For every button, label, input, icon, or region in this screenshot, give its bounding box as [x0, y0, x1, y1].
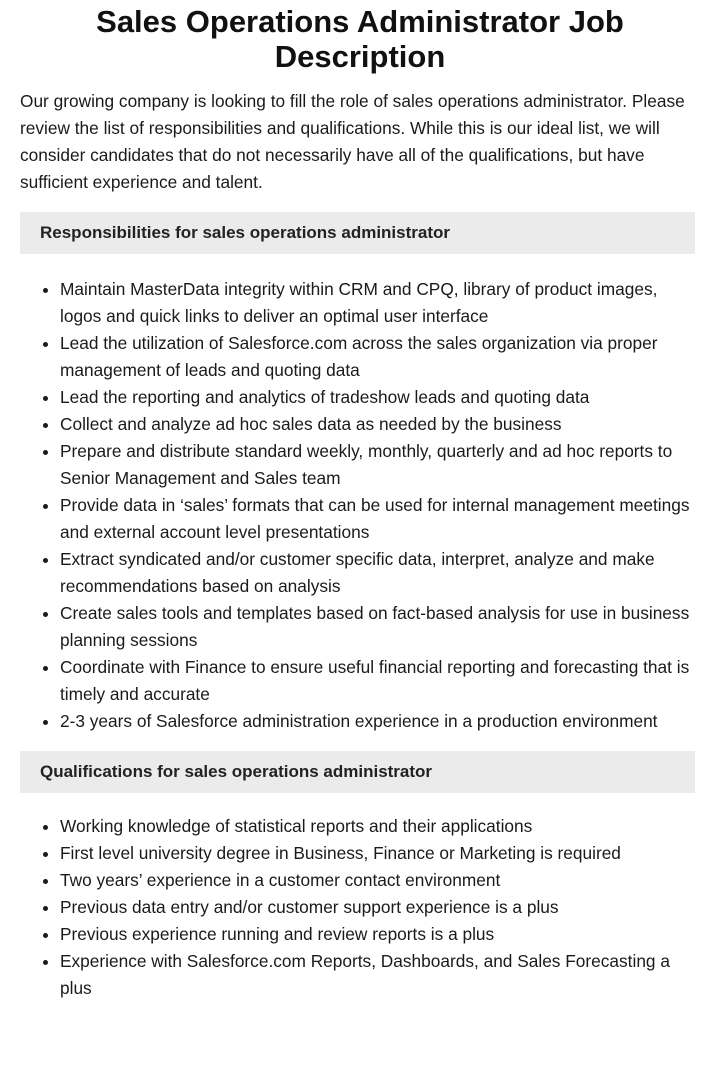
list-item: • Coordinate with Finance to ensure useful financial reporting and forecasting that is timely and accurate [60, 654, 700, 708]
qualifications-list [0, 813, 700, 1002]
list-item: • Provide data in ‘sales’ formats that can be used for internal management meetings and external account level presentations [60, 492, 700, 546]
list-item: • Lead the utilization of Salesforce.com across the sales organization via proper management of leads and quoting data [60, 330, 700, 384]
list-item: • Prepare and distribute standard weekly, monthly, quarterly and ad hoc reports to Senior Management and Sales team [60, 438, 700, 492]
page-title: Sales Operations Administrator Job Description [96, 4, 624, 74]
list-item: • Extract syndicated and/or customer specific data, interpret, analyze and make recommendations based on analysis [60, 546, 700, 600]
list-item: • Maintain MasterData integrity within CRM and CPQ, library of product images, logos and quick links to deliver an optimal user interface [60, 276, 700, 330]
responsibilities-heading: Responsibilities for sales operations administrator [20, 212, 695, 254]
list-item: • Previous data entry and/or customer support experience is a plus [60, 894, 700, 921]
list-item: • Collect and analyze ad hoc sales data as needed by the business [60, 411, 700, 438]
list-item: • 2-3 years of Salesforce administration experience in a production environment [60, 708, 700, 735]
list-item: • Lead the reporting and analytics of tradeshow leads and quoting data [60, 384, 700, 411]
list-item: • Experience with Salesforce.com Reports, Dashboards, and Sales Forecasting a plus [60, 948, 700, 1002]
list-item: • Create sales tools and templates based on fact-based analysis for use in business planning sessions [60, 600, 700, 654]
list-item: • Two years’ experience in a customer contact environment [60, 867, 700, 894]
list-item: • Working knowledge of statistical reports and their applications [60, 813, 700, 840]
list-item: • First level university degree in Business, Finance or Marketing is required [60, 840, 700, 867]
responsibilities-list [0, 276, 700, 735]
intro-paragraph: Our growing company is looking to fill the role of sales operations administrator. Please review the list of responsibilities and qualifications. While this is our ideal list, we will consider candidates that do not necessarily have all of the qualifications, but have sufficient experience and talent. [20, 91, 685, 192]
list-item: • Previous experience running and review reports is a plus [60, 921, 700, 948]
qualifications-heading: Qualifications for sales operations administrator [20, 751, 695, 793]
